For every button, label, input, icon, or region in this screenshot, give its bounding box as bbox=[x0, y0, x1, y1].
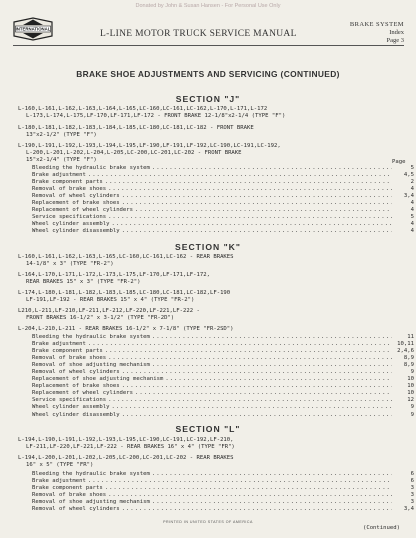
model-line: L-160,L-161,L-162,L-163,L-165,LC-160,LC-161,LC-162 - REAR BRAKES bbox=[18, 254, 234, 260]
dot-leader bbox=[106, 214, 392, 221]
toc-label: Brake adjustment bbox=[32, 172, 86, 179]
dot-leader bbox=[106, 355, 392, 362]
toc-label: Replacement of brake shoes bbox=[32, 200, 120, 207]
toc-label: Wheel cylinder disassembly bbox=[32, 411, 120, 418]
dot-leader bbox=[103, 348, 392, 355]
toc-label: Removal of wheel cylinders bbox=[32, 506, 120, 513]
toc-label: Bleeding the hydraulic brake system bbox=[32, 334, 150, 340]
toc-page-ref: 9 bbox=[410, 411, 414, 418]
toc-label: Brake adjustment bbox=[32, 341, 86, 348]
model-line: L-204,L-210,L-211 - REAR BRAKES 16-1/2" x 7-1/8" (TYPE "FR-2SD") bbox=[18, 326, 234, 332]
dot-leader bbox=[109, 221, 392, 228]
toc-page-ref: 3 bbox=[410, 492, 414, 499]
dot-leader bbox=[150, 471, 392, 478]
toc-row bbox=[32, 383, 414, 390]
model-line: 15"x2-1/4" (TYPE "F") bbox=[26, 157, 97, 163]
toc-label: Removal of brake shoes bbox=[32, 492, 107, 499]
toc-label: Bleeding the hydraulic brake system bbox=[32, 471, 150, 477]
toc-label: Replacement of wheel cylinders bbox=[32, 390, 134, 397]
toc-row bbox=[32, 207, 414, 214]
model-line: L-200,L-201,L-202,L-204,L-205,LC-200,LC-201,LC-202 - FRONT BRAKE bbox=[26, 150, 242, 156]
toc-page-ref: 8,9 bbox=[403, 362, 414, 369]
toc-row bbox=[32, 172, 414, 179]
toc-row bbox=[32, 485, 414, 492]
header-rule bbox=[13, 45, 404, 46]
manual-title: L-LINE MOTOR TRUCK SERVICE MANUAL bbox=[100, 29, 297, 39]
section-title: SECTION "K" bbox=[175, 242, 241, 252]
model-group bbox=[18, 254, 408, 268]
page-column-header: Page bbox=[392, 159, 406, 165]
model-line: L-194,L-200,L-201,L-202,L-205,LC-200,LC-201,LC-202 - REAR BRAKES bbox=[18, 455, 234, 461]
toc-page-ref: 9 bbox=[410, 404, 414, 411]
header-page-ref bbox=[350, 21, 404, 45]
toc-row bbox=[32, 348, 414, 355]
printed-in-usa: PRINTED IN UNITED STATES OF AMERICA bbox=[163, 520, 253, 524]
index-label: Index bbox=[389, 29, 404, 36]
toc-page-ref: 4 bbox=[410, 228, 414, 235]
toc-page-ref: 2,4,6 bbox=[397, 348, 414, 355]
model-line: LF-191,LF-192 - REAR BRAKES 15" x 4" (TYPE "FR-2") bbox=[26, 297, 195, 303]
model-group bbox=[18, 326, 408, 333]
model-group bbox=[18, 437, 408, 451]
toc-row bbox=[32, 200, 414, 207]
model-group bbox=[18, 143, 408, 164]
page-title: BRAKE SHOE ADJUSTMENTS AND SERVICING (CONTINUED) bbox=[76, 69, 340, 79]
toc-label: Replacement of brake shoes bbox=[32, 383, 120, 390]
dot-leader bbox=[120, 412, 392, 419]
toc-page-ref: 12 bbox=[407, 397, 414, 404]
model-line: L-194,L-190,L-191,L-192,L-193,L-195,LC-190,LC-191,LC-192,LF-210, bbox=[18, 437, 234, 443]
dot-leader bbox=[150, 165, 392, 172]
model-line: 14-1/8" x 3" (TYPE "FR-2") bbox=[26, 261, 114, 267]
toc-page-ref: 4,5 bbox=[403, 172, 414, 179]
toc-row bbox=[32, 355, 414, 362]
dot-leader bbox=[133, 390, 392, 397]
model-group bbox=[18, 455, 408, 469]
toc-row bbox=[32, 341, 414, 348]
toc-page-ref: 3,4 bbox=[403, 193, 414, 200]
toc-row bbox=[32, 412, 414, 419]
model-line: LF-211,LF-220,LF-221,LF-222 - REAR BRAKES 16" x 4" (TYPE "FR") bbox=[26, 444, 235, 450]
section-title: SECTION "J" bbox=[175, 94, 241, 104]
toc-row bbox=[32, 179, 414, 186]
toc-page-ref: 10 bbox=[407, 390, 414, 397]
toc-row bbox=[32, 334, 414, 341]
model-group bbox=[18, 272, 408, 286]
toc-page-ref: 3 bbox=[410, 485, 414, 492]
toc-row bbox=[32, 369, 414, 376]
toc-label: Brake component parts bbox=[32, 348, 103, 355]
dot-leader bbox=[120, 506, 392, 513]
toc-page-ref: 4 bbox=[410, 186, 414, 193]
toc-row bbox=[32, 390, 414, 397]
toc-label: Removal of shoe adjusting mechanism bbox=[32, 499, 150, 506]
model-line: REAR BRAKES 15" x 3" (TYPE "FR-2") bbox=[26, 279, 141, 285]
toc-label: Replacement of shoe adjusting mechanism bbox=[32, 376, 164, 383]
toc-label: Replacement of wheel cylinders bbox=[32, 207, 134, 214]
model-line: FRONT BRAKES 16-1/2" x 3-1/2" (TYPE "FR-2D") bbox=[26, 315, 175, 321]
toc-page-ref: 11 bbox=[407, 334, 414, 340]
toc-label: Wheel cylinder assembly bbox=[32, 221, 110, 228]
model-line: L210,L-211,LF-210,LF-211,LF-212,LF-220,LF-221,LF-222 - bbox=[18, 308, 200, 314]
toc-label: Removal of wheel cylinders bbox=[32, 193, 120, 200]
system-name: BRAKE SYSTEM bbox=[349, 21, 404, 28]
toc-row bbox=[32, 165, 414, 172]
toc-row bbox=[32, 404, 414, 411]
toc-page-ref: 6 bbox=[410, 478, 414, 485]
page-number: Page 3 bbox=[386, 37, 404, 44]
dot-leader bbox=[106, 186, 392, 193]
dot-leader bbox=[150, 334, 392, 341]
toc-page-ref: 5 bbox=[410, 214, 414, 221]
international-logo bbox=[13, 17, 53, 41]
toc-page-ref: 8,9 bbox=[403, 355, 414, 362]
toc-list bbox=[32, 471, 414, 513]
toc-page-ref: 4 bbox=[410, 207, 414, 214]
toc-page-ref: 10 bbox=[407, 376, 414, 383]
dot-leader bbox=[150, 362, 392, 369]
toc-row bbox=[32, 492, 414, 499]
dot-leader bbox=[109, 404, 392, 411]
toc-row bbox=[32, 506, 414, 513]
model-line: L-160,L-161,L-162,L-163,L-164,L-165,LC-160,LC-161,LC-162,L-170,L-171,L-172 bbox=[18, 106, 268, 112]
dot-leader bbox=[86, 478, 392, 485]
toc-label: Removal of brake shoes bbox=[32, 355, 107, 362]
toc-page-ref: 2 bbox=[410, 179, 414, 186]
toc-row bbox=[32, 397, 414, 404]
dot-leader bbox=[120, 228, 392, 235]
toc-page-ref: 3,4 bbox=[403, 506, 414, 513]
model-line: L-190,L-191,L-192,L-193,L-194,L-195,LF-190,LF-191,LF-192,LC-190,LC-191,LC-192, bbox=[18, 143, 281, 149]
toc-page-ref: 6 bbox=[410, 471, 414, 477]
toc-page-ref: 4 bbox=[410, 221, 414, 228]
model-line: L-180,L-181,L-182,L-183,L-184,L-185,LC-180,LC-181,LC-182 - FRONT BRAKE bbox=[18, 125, 254, 131]
svg-text:INTERNATIONAL: INTERNATIONAL bbox=[15, 26, 51, 32]
model-group bbox=[18, 125, 408, 139]
model-line: L-164,L-170,L-171,L-172,L-173,L-175,LF-170,LF-171,LF-172, bbox=[18, 272, 210, 278]
toc-row bbox=[32, 499, 414, 506]
dot-leader bbox=[103, 179, 392, 186]
section-title: SECTION "L" bbox=[175, 424, 241, 434]
toc-label: Brake component parts bbox=[32, 179, 103, 186]
toc-row bbox=[32, 376, 414, 383]
dot-leader bbox=[150, 499, 392, 506]
toc-row bbox=[32, 478, 414, 485]
continued-label: (Continued) bbox=[362, 525, 400, 531]
toc-page-ref: 10 bbox=[407, 383, 414, 390]
toc-label: Removal of shoe adjusting mechanism bbox=[32, 362, 150, 369]
toc-row bbox=[32, 193, 414, 200]
dot-leader bbox=[133, 207, 392, 214]
toc-row bbox=[32, 362, 414, 369]
dot-leader bbox=[86, 172, 392, 179]
toc-label: Brake component parts bbox=[32, 485, 103, 492]
model-line: L-173,L-174,L-175,LF-170,LF-171,LF-172 - FRONT BRAKE 12-1/8"x2-1/4 (TYPE "F") bbox=[26, 113, 286, 119]
model-group bbox=[18, 290, 408, 304]
toc-row bbox=[32, 228, 414, 235]
toc-label: Removal of brake shoes bbox=[32, 186, 107, 193]
dot-leader bbox=[120, 193, 392, 200]
toc-label: Brake adjustment bbox=[32, 478, 86, 485]
toc-row bbox=[32, 214, 414, 221]
toc-label: Service specifications bbox=[32, 214, 107, 221]
dot-leader bbox=[106, 492, 392, 499]
toc-page-ref: 5 bbox=[410, 165, 414, 171]
toc-label: Wheel cylinder disassembly bbox=[32, 228, 120, 235]
toc-label: Bleeding the hydraulic brake system bbox=[32, 165, 150, 171]
toc-row bbox=[32, 471, 414, 478]
toc-label: Wheel cylinder assembly bbox=[32, 404, 110, 411]
model-line: L-174,L-180,L-181,L-182,L-183,L-185,LC-180,LC-181,LC-182,LF-190 bbox=[18, 290, 231, 296]
model-group bbox=[18, 106, 408, 120]
dot-leader bbox=[120, 383, 392, 390]
toc-row bbox=[32, 221, 414, 228]
dot-leader bbox=[103, 485, 392, 492]
model-line: 13"x2-1/2" (TYPE "F") bbox=[26, 132, 97, 138]
dot-leader bbox=[163, 376, 392, 383]
toc-page-ref: 10,11 bbox=[397, 341, 414, 348]
toc-page-ref: 3 bbox=[410, 499, 414, 506]
model-group bbox=[18, 308, 408, 322]
toc-label: Service specifications bbox=[32, 397, 107, 404]
dot-leader bbox=[106, 397, 392, 404]
donation-watermark: Donated by John & Susan Hansen - For Personal Use Only bbox=[135, 3, 281, 9]
toc-row bbox=[32, 186, 414, 193]
dot-leader bbox=[86, 341, 392, 348]
dot-leader bbox=[120, 200, 392, 207]
toc-page-ref: 4 bbox=[410, 200, 414, 207]
toc-list bbox=[32, 165, 414, 235]
model-line: 16" x 5" (TYPE "FR") bbox=[26, 462, 94, 468]
toc-page-ref: 9 bbox=[410, 369, 414, 376]
toc-label: Removal of wheel cylinders bbox=[32, 369, 120, 376]
dot-leader bbox=[120, 369, 392, 376]
toc-list bbox=[32, 334, 414, 419]
